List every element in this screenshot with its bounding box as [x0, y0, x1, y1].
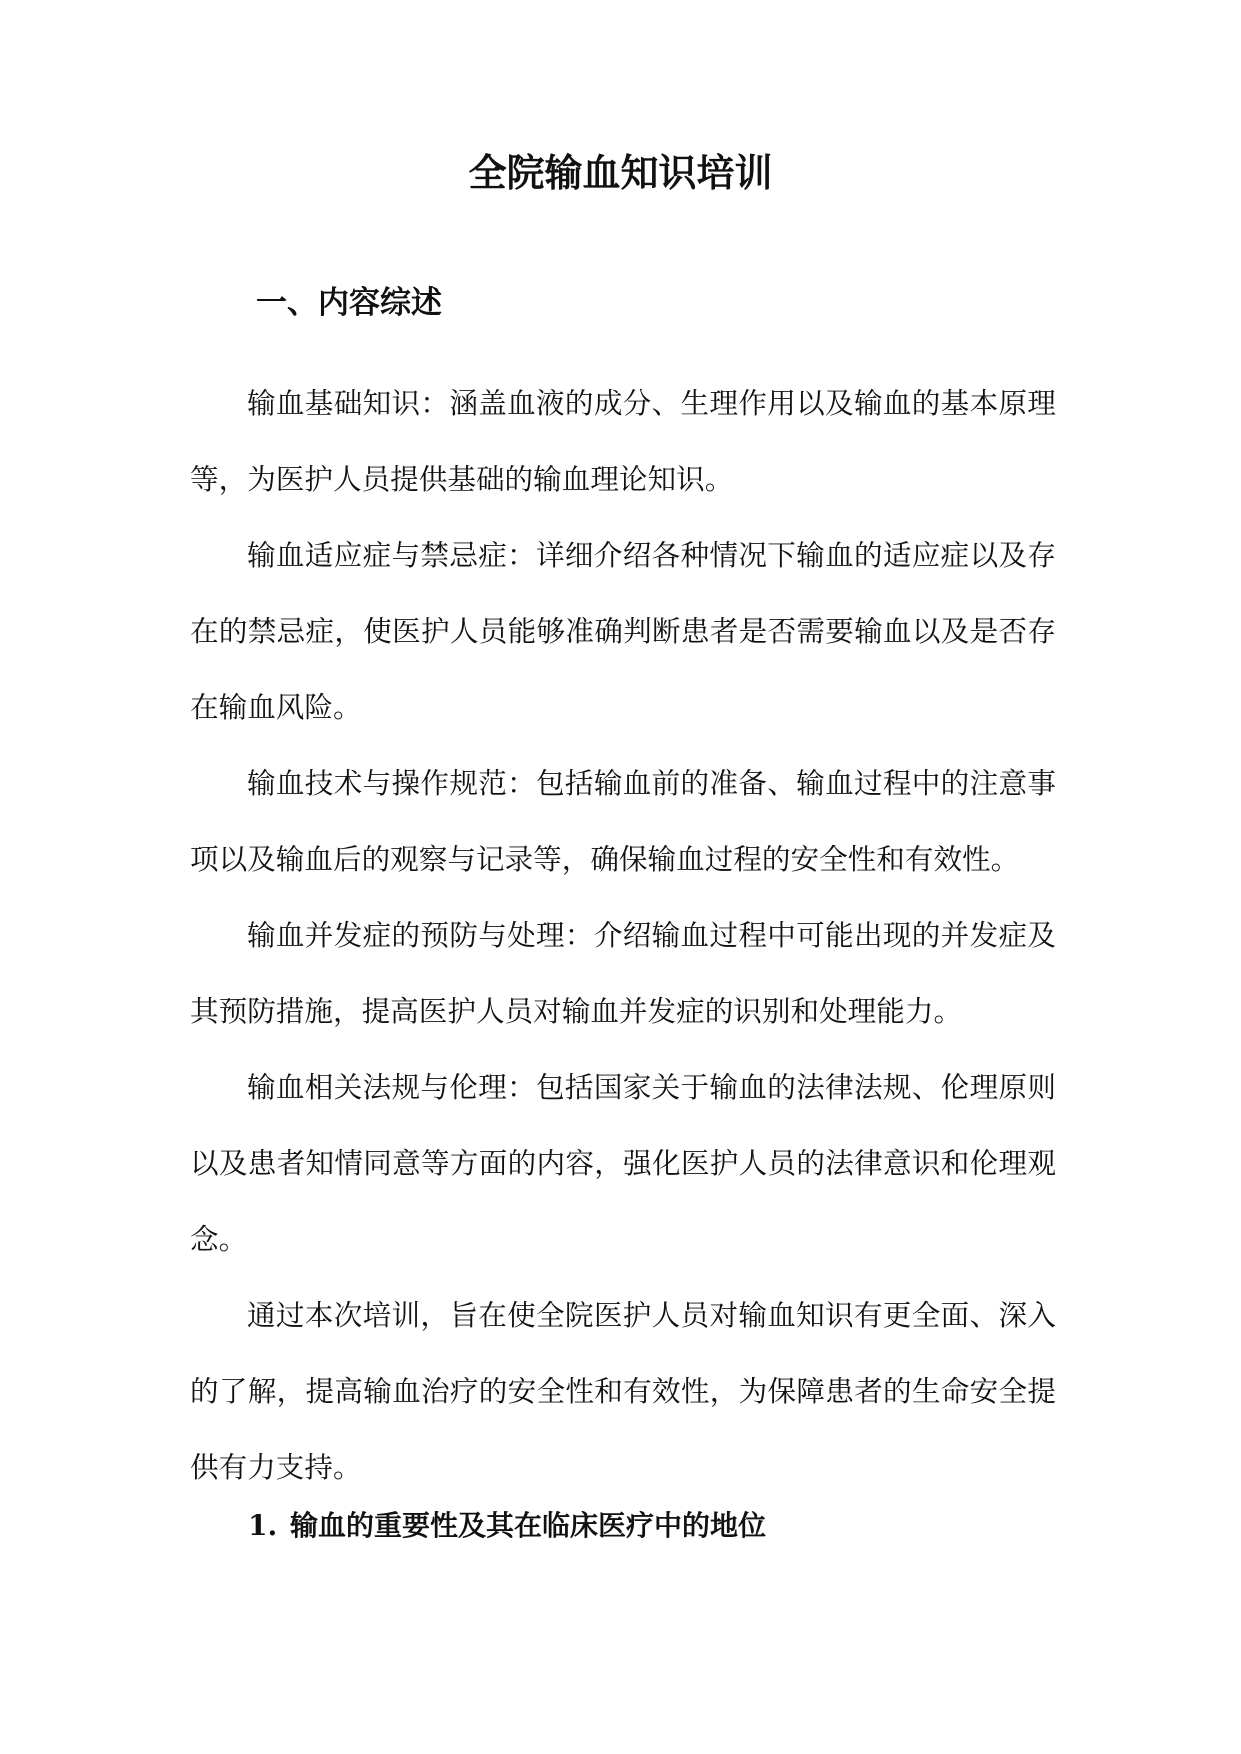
- subsection-number: 1.: [248, 1509, 278, 1542]
- section-heading: 一、内容综述: [256, 285, 442, 321]
- paragraph-basic-knowledge: 输血基础知识：涵盖血液的成分、生理作用以及输血的基本原理等，为医护人员提供基础的输血理论知识。: [190, 386, 1056, 496]
- document-title: 全院输血知识培训: [468, 150, 773, 195]
- subsection-heading: [248, 1506, 766, 1546]
- paragraph-summary: 通过本次培训，旨在使全院医护人员对输血知识有更全面、深入的了解，提高输血治疗的安全性和有效性，为保障患者的生命安全提供有力支持。: [190, 1298, 1056, 1484]
- paragraph-complications: 输血并发症的预防与处理：介绍输血过程中可能出现的并发症及其预防措施，提高医护人员对输血并发症的识别和处理能力。: [190, 918, 1056, 1028]
- paragraph-technique: 输血技术与操作规范：包括输血前的准备、输血过程中的注意事项以及输血后的观察与记录等，确保输血过程的安全性和有效性。: [190, 766, 1056, 876]
- subsection-title: 输血的重要性及其在临床医疗中的地位: [290, 1509, 767, 1542]
- paragraph-indications: 输血适应症与禁忌症：详细介绍各种情况下输血的适应症以及存在的禁忌症，使医护人员能够准确判断患者是否需要输血以及是否存在输血风险。: [190, 538, 1056, 724]
- paragraph-regulations: 输血相关法规与伦理：包括国家关于输血的法律法规、伦理原则以及患者知情同意等方面的内容，强化医护人员的法律意识和伦理观念。: [190, 1070, 1056, 1256]
- document-body: [190, 365, 1056, 1505]
